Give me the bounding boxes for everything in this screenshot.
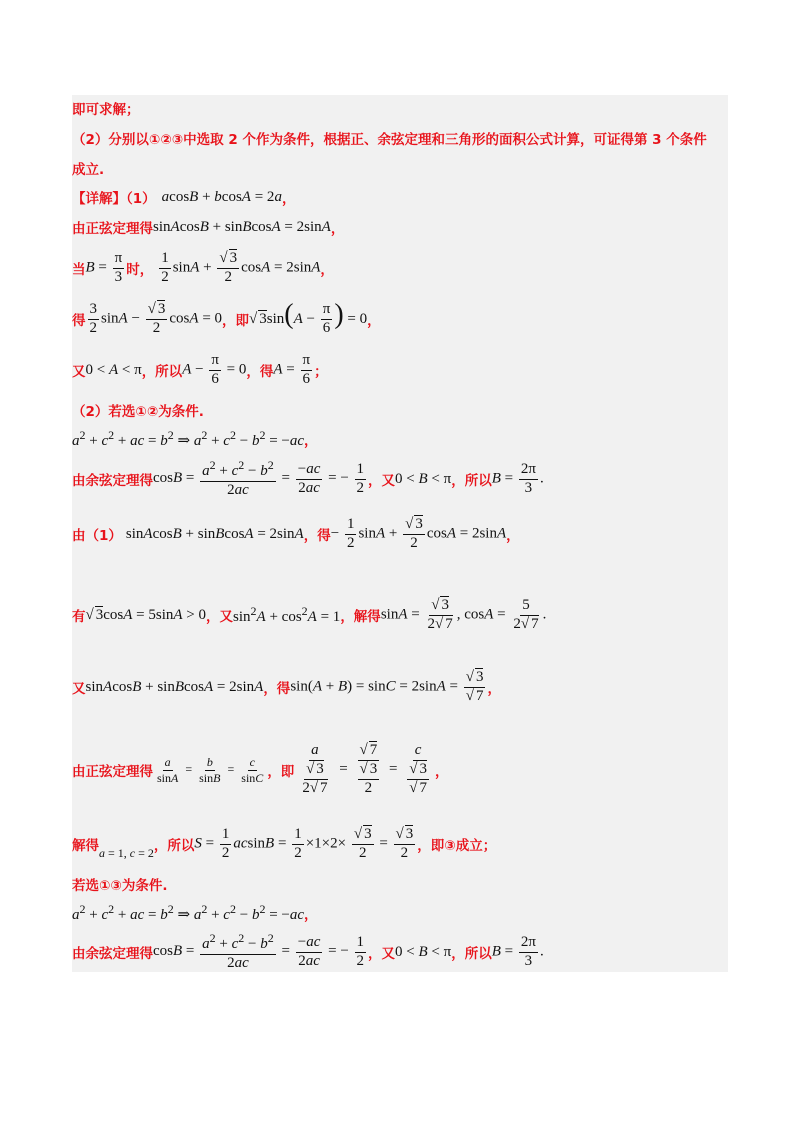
equation: sin(A + B) = sinC = 2sinA = $\frac{√ 3}{√ 7}$ [290,668,484,704]
equation: sinAcosB + sinBcosA = 2sinA [125,525,304,542]
cn-text: 即可求解； [72,102,140,118]
text-line [72,902,318,924]
cn-text: （2）若选①②为条件. [72,404,204,420]
text-line [72,97,140,119]
cn-text: ，解得 [340,609,381,625]
equation: acosB + bcosA = 2a [161,188,282,205]
cn-text: 由余弦定理得 [72,473,153,489]
equation: $\frac{3}{2}$ sinA − $\frac{√ 3}{2}$ cosA = 0 [89,300,223,336]
equation: B = $\frac{2\pi}{3}$ . [491,933,544,969]
text-line [72,730,448,810]
cn-text: 有 [72,609,86,625]
cn-text: ， [506,528,520,544]
cn-text: 若选①③为条件. [72,878,168,894]
cn-text: ， [367,313,381,329]
equation: $\frac{a}{\sin A}$ = $\frac{b}{\sin B}$ = $\frac{c}{\sin C}$ [157,754,264,785]
cn-text: ， [304,907,318,923]
text-line [72,298,381,340]
text-line [72,664,501,710]
equation: A − $\frac{\pi}{6}$ = 0 [182,351,247,387]
text-line [72,592,546,638]
cn-text: 由正弦定理得 [72,221,153,237]
cn-text: ，得 [246,364,274,380]
text-line [72,399,204,421]
text-line [72,350,328,390]
equation: sinAcosB + sinBcosA = 2sinA [85,678,264,695]
equation: a = 1, c = 2 [99,845,154,860]
cn-text: ， [434,764,449,780]
text-line [72,216,344,238]
cn-text: （2）分别以①②③中选取 2 个作为条件，根据正、余弦定理和三角形的面积公式计算，可证得第 3 个条件 [72,132,707,148]
cn-text: 成立. [72,162,105,178]
text-line [72,873,168,895]
equation: 0 < B < π [395,943,452,960]
cn-text: ，得 [263,681,291,697]
cn-text: ，即③成立； [417,838,497,854]
equation: A = $\frac{\pi}{6}$ [273,351,311,387]
equation: − $\frac{1}{2}$ sinA + $\frac{√ 3}{2}$ cosA = 2sinA [330,515,507,551]
cn-text: 时， [126,262,154,278]
cn-text: 当 [72,262,86,278]
cn-text: ，所以 [141,364,183,380]
cn-text: 解得 [72,838,99,854]
text-line [72,248,334,288]
cn-text: 由正弦定理得 [72,764,153,780]
equation: 0 < A < π [85,361,142,378]
cn-text: ，又 [368,473,396,489]
cn-text: ； [314,364,328,380]
text-line [72,157,104,179]
equation: $a^2 + c^2$ + ac = $b^2$ ⇒ $a^2 + c^2 - b^2 = -ac$ [72,428,305,449]
cn-text: ，即 [267,764,295,780]
cn-text: ， [487,681,501,697]
cn-text: 得 [72,313,86,329]
cn-text: ，又 [368,946,396,962]
equation: √ 3cosA = 5sinA > 0 [85,606,207,623]
equation: $\sin^2A + \cos^2A = 1$ [233,604,341,625]
cn-text: ， [304,433,318,449]
cn-text: 又 [72,681,86,697]
equation: sinAcosB + sinBcosA = 2sinA [153,218,331,235]
equation: 0 < B < π [395,470,452,487]
equation: $\frac{1}{2}$ sinA + $\frac{√ 3}{2}$ cosA = 2sinA [161,249,321,285]
cn-text: ， [281,191,296,207]
equation: $a^2 + c^2$ + ac = $b^2$ ⇒ $a^2 + c^2 - b^2 = -ac$ [72,902,305,923]
cn-text: ，又 [206,609,234,625]
equation: B = $\frac{2\pi}{3}$ . [491,460,544,496]
cn-text: 由余弦定理得 [72,946,153,962]
text-line [72,931,544,973]
cn-text: 由（1） [72,528,122,544]
cn-text: ，得 [303,528,331,544]
cn-text: ， [320,262,334,278]
cn-text: ，所以 [451,473,492,489]
equation: cosB = $\frac{a^2 + c^2 - b^2}{2ac}$ = $\frac{-ac}{2ac}$ = − $\frac{1}{2}$ [153,931,365,971]
cn-text: ，所以 [451,946,492,962]
equation: sinA = $\frac{√ 3}{2√ 7}$ , cosA = $\frac{5}{2√ 7}$ . [380,596,547,632]
cn-text: ，所以 [153,838,195,854]
text-line [72,513,520,555]
text-line [72,127,707,149]
text-line [72,428,318,450]
equation: cosB = $\frac{a^2 + c^2 - b^2}{2ac}$ = $\frac{-ac}{2ac}$ = − $\frac{1}{2}$ [153,458,365,498]
detail-tag: 【详解】（1） [72,191,156,207]
equation: S = $\frac{1}{2}$ acsinB = $\frac{1}{2}$ ×1×2× $\frac{√ 3}{2}$ = $\frac{√ 3}{2}$ [194,825,414,861]
text-line [72,822,496,866]
equation: $\frac{a}{\frac{√ 3}{2√ 7}}$ = $\frac{√ 7}{\frac{√ 3}{2}}$ = $\frac{c}{\frac{√ 3}{√ 7}}$ [302,742,427,796]
cn-text: ， [330,221,345,237]
cn-text: 又 [72,364,86,380]
equation: B = $\frac{\pi}{3}$ [85,249,123,285]
cn-text: ，即 [222,313,250,329]
equation: √ 3sin(A − $\frac{\pi}{6}$ ) = 0 [249,299,368,337]
text-line [72,186,295,208]
text-line [72,458,544,500]
